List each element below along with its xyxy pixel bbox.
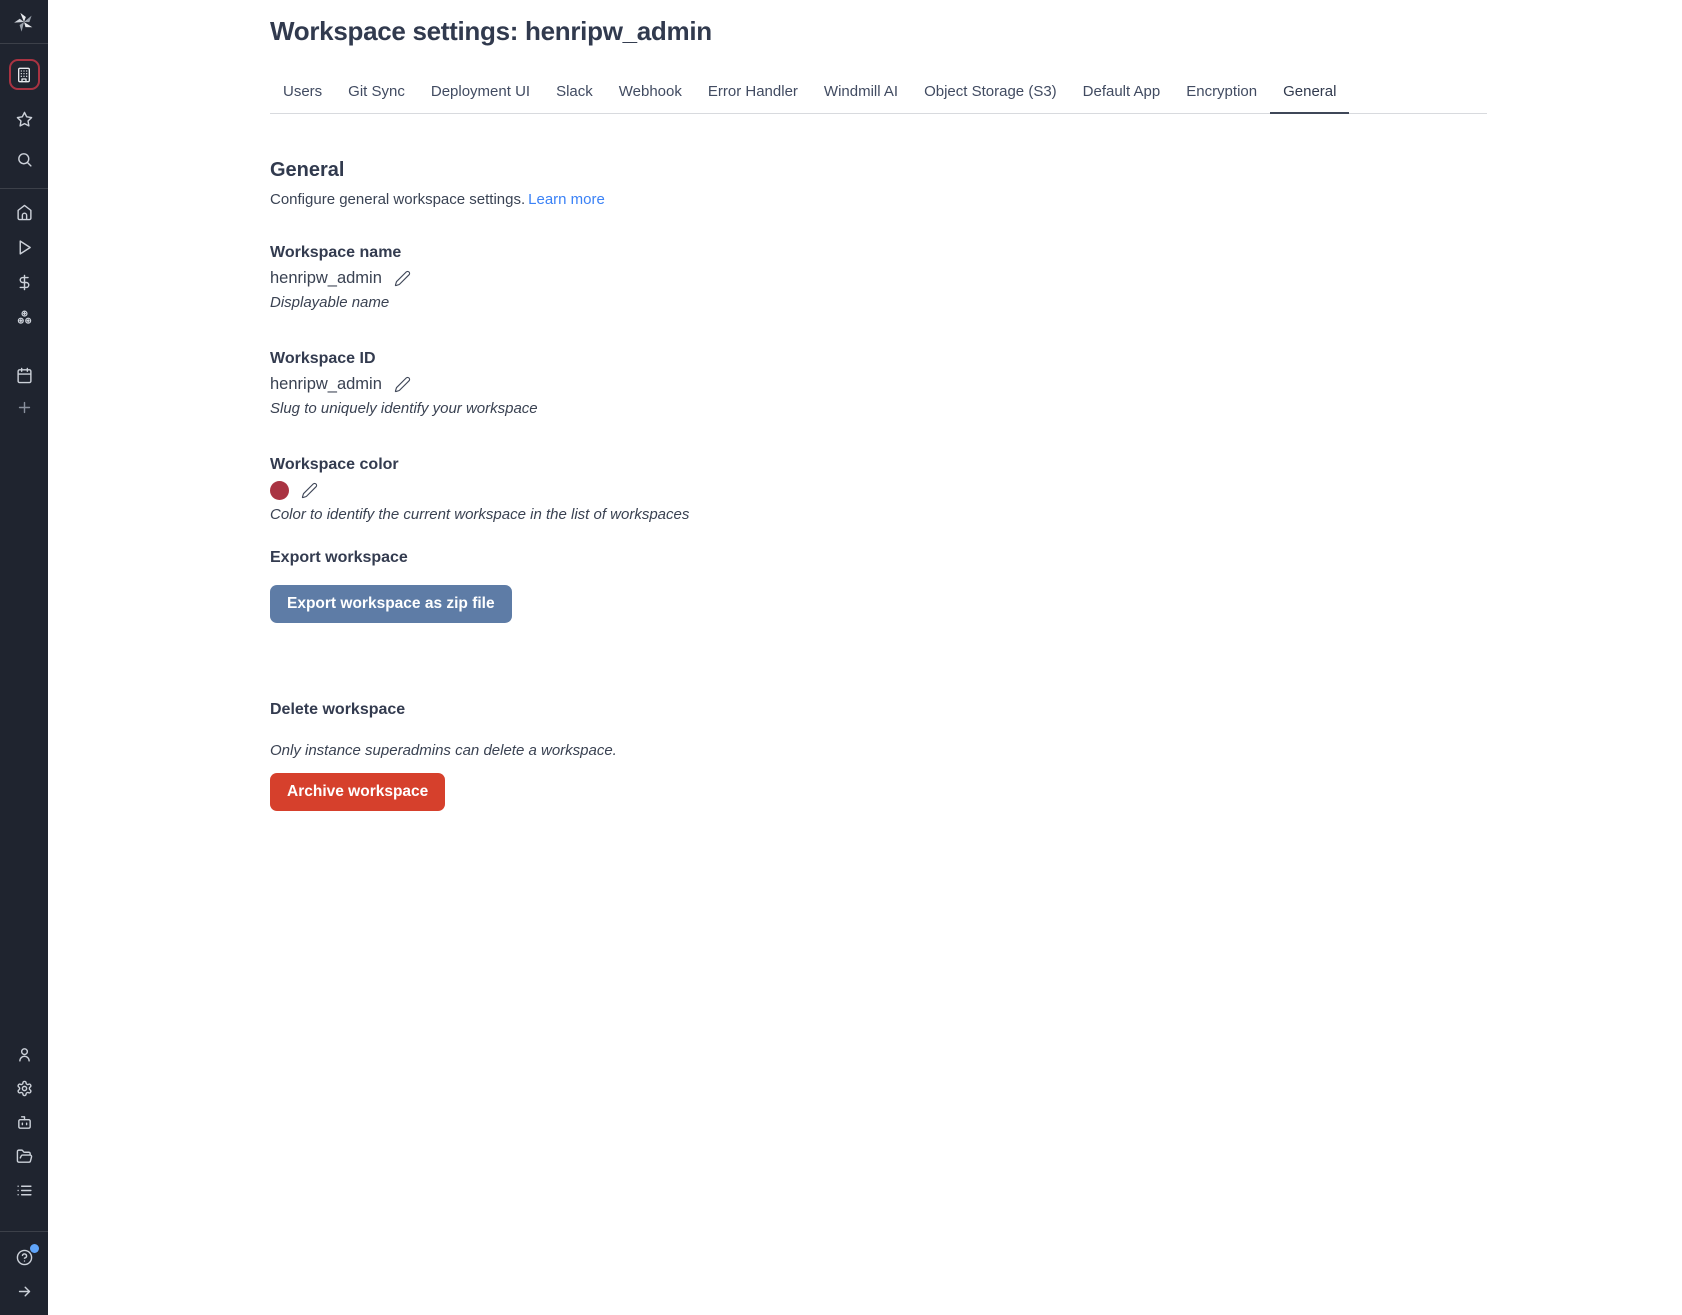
general-description-text: Configure general workspace settings. (270, 191, 526, 208)
edit-workspace-id-button[interactable] (394, 376, 411, 393)
tab-deployment-ui[interactable]: Deployment UI (418, 74, 543, 113)
favorites-button[interactable] (0, 104, 48, 134)
star-icon (16, 111, 33, 128)
workspace-id-hint: Slug to uniquely identify your workspace (270, 400, 538, 417)
workspace-id-field (270, 350, 1487, 417)
tab-slack[interactable]: Slack (543, 74, 606, 113)
resources-button[interactable] (0, 302, 48, 332)
workspace-color-field (270, 456, 1487, 523)
tab-object-storage[interactable]: Object Storage (S3) (911, 74, 1070, 113)
settings-tab-bar (270, 74, 1487, 114)
tab-default-app[interactable]: Default App (1070, 74, 1174, 113)
users-admin-button[interactable] (0, 1039, 48, 1069)
workspace-color-label: Workspace color (270, 456, 399, 473)
user-icon (16, 1046, 33, 1063)
audit-logs-button[interactable] (0, 1175, 48, 1205)
tab-git-sync[interactable]: Git Sync (335, 74, 418, 113)
workspace-name-hint: Displayable name (270, 294, 390, 311)
export-workspace-label: Export workspace (270, 549, 408, 566)
folder-open-icon (16, 1148, 33, 1165)
windmill-logo[interactable] (0, 0, 48, 44)
learn-more-link[interactable]: Learn more (528, 191, 605, 208)
robot-icon (16, 1114, 33, 1131)
folders-button[interactable] (0, 1141, 48, 1171)
tab-webhook[interactable]: Webhook (606, 74, 695, 113)
workspace-id-value: henripw_admin (270, 375, 382, 393)
notification-dot (30, 1244, 39, 1253)
list-icon (16, 1182, 33, 1199)
dollar-icon (16, 274, 33, 291)
create-new-button[interactable] (0, 392, 48, 422)
schedules-button[interactable] (0, 360, 48, 390)
search-icon (16, 151, 33, 168)
general-heading: General (270, 159, 345, 181)
tab-error-handler[interactable]: Error Handler (695, 74, 811, 113)
workspace-switcher-button[interactable] (9, 59, 40, 90)
runs-button[interactable] (0, 232, 48, 262)
workspace-color-hint: Color to identify the current workspace in the list of workspaces (270, 506, 690, 523)
tab-windmill-ai[interactable]: Windmill AI (811, 74, 911, 113)
tab-users[interactable]: Users (270, 74, 335, 113)
page-title: Workspace settings: henripw_admin (270, 16, 712, 46)
edit-workspace-name-button[interactable] (394, 270, 411, 287)
export-workspace-button[interactable]: Export workspace as zip file (270, 585, 512, 623)
tab-general[interactable]: General (1270, 74, 1349, 114)
gear-icon (16, 1080, 33, 1097)
variables-button[interactable] (0, 267, 48, 297)
workers-button[interactable] (0, 1107, 48, 1137)
search-button[interactable] (0, 144, 48, 174)
general-description (270, 191, 1487, 208)
windmill-logo-icon (13, 11, 35, 33)
sidebar-bottom-group (0, 1039, 48, 1315)
workspace-id-label: Workspace ID (270, 350, 376, 367)
settings-button[interactable] (0, 1073, 48, 1103)
building-icon (16, 67, 32, 83)
pencil-icon (394, 376, 411, 393)
home-button[interactable] (0, 197, 48, 227)
plus-icon (16, 399, 33, 416)
tab-encryption[interactable]: Encryption (1173, 74, 1270, 113)
help-button-wrap (0, 1242, 48, 1272)
play-icon (16, 239, 33, 256)
help-button[interactable] (0, 1242, 48, 1272)
workspace-color-swatch (270, 481, 289, 500)
pencil-icon (301, 482, 318, 499)
archive-workspace-button[interactable]: Archive workspace (270, 773, 445, 811)
delete-workspace-label: Delete workspace (270, 701, 406, 718)
resources-icon (16, 309, 33, 326)
delete-workspace-hint: Only instance superadmins can delete a workspace. (270, 742, 617, 759)
workspace-name-label: Workspace name (270, 244, 402, 261)
edit-workspace-color-button[interactable] (301, 482, 318, 499)
main-area (48, 0, 1682, 1315)
calendar-icon (16, 367, 33, 384)
pencil-icon (394, 270, 411, 287)
expand-sidebar-button[interactable] (0, 1276, 48, 1306)
sidebar (0, 0, 48, 1315)
sidebar-divider (0, 188, 48, 189)
home-icon (16, 204, 33, 221)
sidebar-bottom-divider (0, 1231, 48, 1232)
workspace-name-field (270, 244, 1487, 311)
workspace-name-value: henripw_admin (270, 269, 382, 287)
arrow-right-icon (16, 1283, 33, 1300)
